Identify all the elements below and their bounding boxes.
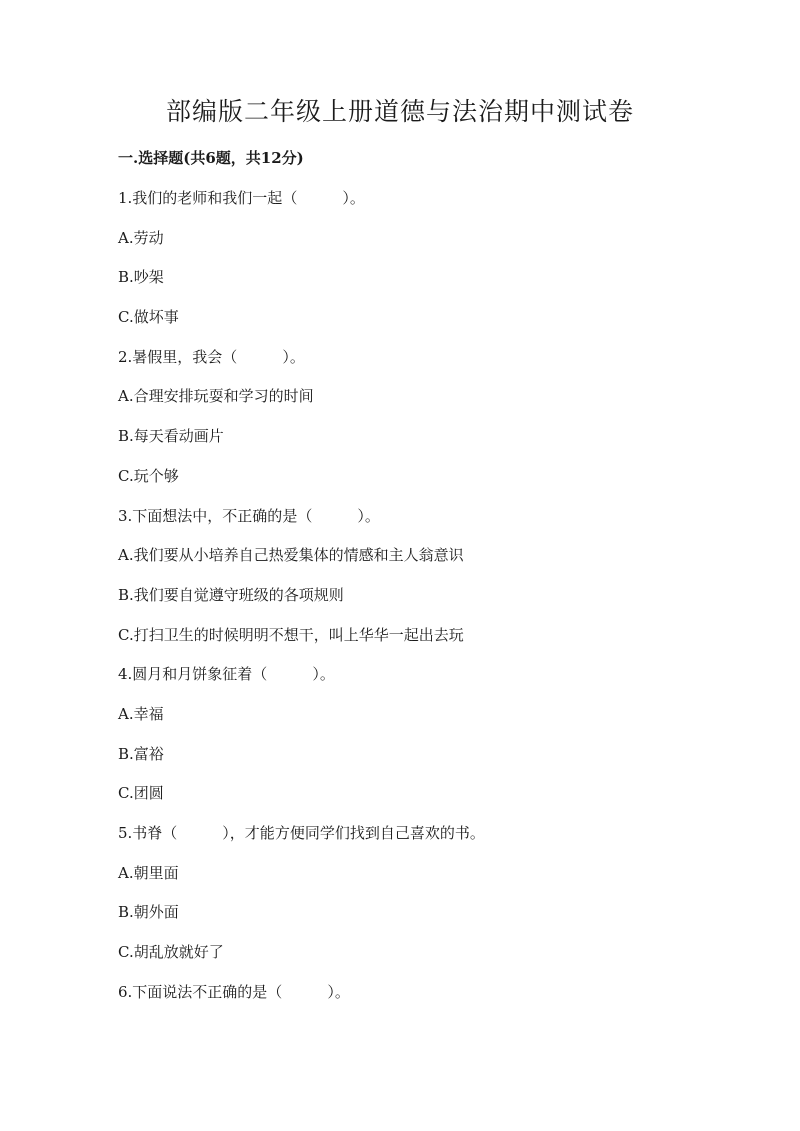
question-stem: 6.下面说法不正确的是（ ）。 [118, 982, 350, 1001]
option-b: B.吵架 [118, 268, 164, 287]
option-b: B.每天看动画片 [118, 427, 224, 446]
page-title: 部编版二年级上册道德与法治期中测试卷 [165, 97, 634, 126]
option-a: A.我们要从小培养自己热爱集体的情感和主人翁意识 [118, 546, 464, 565]
option-a: A.劳动 [118, 228, 164, 247]
option-c: C.做坏事 [118, 308, 179, 327]
question-6 [118, 980, 758, 1020]
option-b: B.我们要自觉遵守班级的各项规则 [118, 585, 344, 604]
option-c: C.打扫卫生的时候明明不想干，叫上华华一起出去玩 [118, 625, 464, 644]
question-3 [118, 504, 758, 663]
option-c: C.团圆 [118, 784, 164, 803]
option-b: B.富裕 [118, 744, 164, 763]
option-a: A.朝里面 [118, 863, 179, 882]
question-stem: 1.我们的老师和我们一起（ ）。 [118, 189, 365, 207]
section-heading: 一.选择题(共6题，共12分) [118, 149, 304, 167]
question-stem: 5.书脊（ ），才能方便同学们找到自己喜欢的书。 [118, 824, 485, 842]
question-5 [118, 821, 758, 980]
question-list [118, 186, 758, 1019]
question-2 [118, 345, 758, 504]
option-c: C.玩个够 [118, 466, 179, 485]
question-1 [118, 186, 758, 345]
question-stem: 4.圆月和月饼象征着（ ）。 [118, 665, 335, 684]
question-stem: 3.下面想法中，不正确的是（ ）。 [118, 506, 380, 525]
option-b: B.朝外面 [118, 903, 179, 922]
question-4 [118, 662, 758, 821]
question-stem: 2.暑假里，我会（ ）。 [118, 347, 305, 366]
option-c: C.胡乱放就好了 [118, 943, 224, 962]
option-a: A.幸福 [118, 704, 164, 723]
option-a: A.合理安排玩耍和学习的时间 [118, 387, 314, 406]
